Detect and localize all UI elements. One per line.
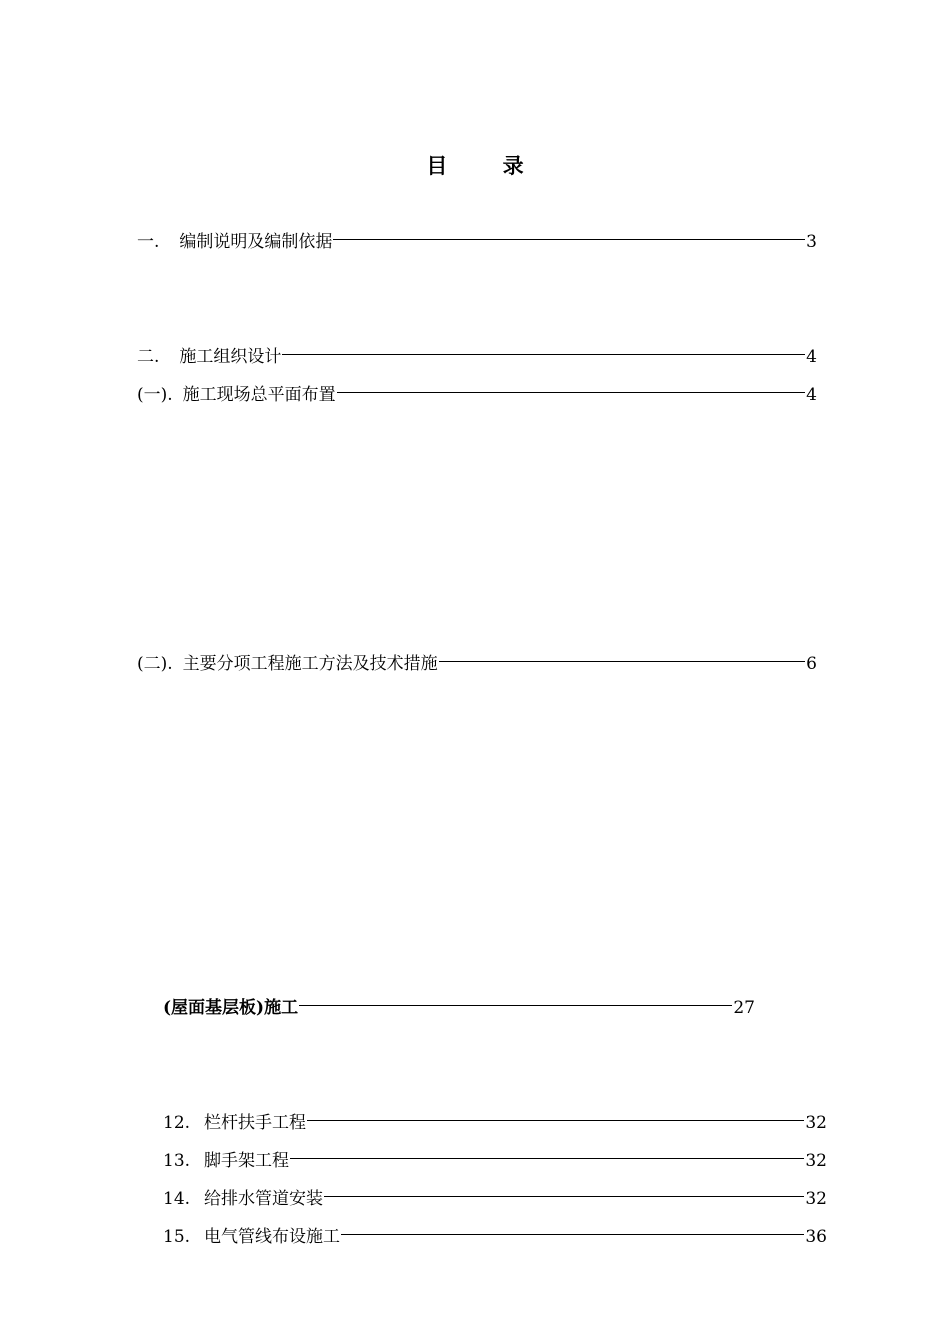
- toc-entry-7[interactable]: [163, 1149, 827, 1173]
- toc-leader: [341, 1234, 804, 1235]
- toc-page-number: 32: [805, 1189, 827, 1209]
- toc-entry-1[interactable]: [137, 230, 817, 254]
- toc-number: 15.: [163, 1227, 191, 1247]
- toc-leader: [337, 392, 806, 393]
- toc-page-number: 4: [806, 347, 817, 367]
- toc-title: 栏杆扶手工程: [204, 1113, 307, 1133]
- toc-title: 编制说明及编制依据: [179, 232, 333, 252]
- toc-page-number: 32: [805, 1113, 827, 1133]
- toc-leader: [333, 239, 805, 240]
- toc-entry-6[interactable]: [163, 1111, 827, 1135]
- toc-leader: [299, 1005, 732, 1006]
- toc-title: 主要分项工程施工方法及技术措施: [182, 654, 438, 674]
- toc-number: 一.: [137, 232, 160, 252]
- toc-page-number: 4: [806, 385, 817, 405]
- toc-number: 二.: [137, 347, 160, 367]
- toc-page-number: 27: [733, 998, 755, 1018]
- toc-number: (二).: [137, 654, 173, 674]
- toc-page-number: 3: [806, 232, 817, 252]
- toc-title: 施工组织设计: [179, 347, 282, 367]
- toc-leader: [439, 661, 806, 662]
- toc-leader: [282, 354, 805, 355]
- toc-title: 电气管线布设施工: [204, 1227, 341, 1247]
- toc-entry-4[interactable]: [137, 652, 817, 676]
- toc-number: 13.: [163, 1151, 191, 1171]
- toc-number: 14.: [163, 1189, 191, 1209]
- toc-number: 12.: [163, 1113, 191, 1133]
- toc-leader: [324, 1196, 804, 1197]
- toc-entry-9[interactable]: [163, 1225, 827, 1249]
- toc-title: 给排水管道安装: [204, 1189, 324, 1209]
- toc-title: 施工现场总平面布置: [182, 385, 336, 405]
- toc-title: 脚手架工程: [204, 1151, 290, 1171]
- toc-page-number: 36: [805, 1227, 827, 1247]
- page-title: 目 录: [426, 153, 548, 178]
- toc-leader: [290, 1158, 804, 1159]
- toc-page-number: 32: [805, 1151, 827, 1171]
- toc-number: (一).: [137, 385, 173, 405]
- toc-entry-5[interactable]: [163, 996, 755, 1020]
- toc-entry-2[interactable]: [137, 345, 817, 369]
- toc-title: (屋面基层板)施工: [163, 998, 299, 1018]
- toc-leader: [307, 1120, 804, 1121]
- toc-page-number: 6: [806, 654, 817, 674]
- toc-entry-3[interactable]: [137, 383, 817, 407]
- toc-entry-8[interactable]: [163, 1187, 827, 1211]
